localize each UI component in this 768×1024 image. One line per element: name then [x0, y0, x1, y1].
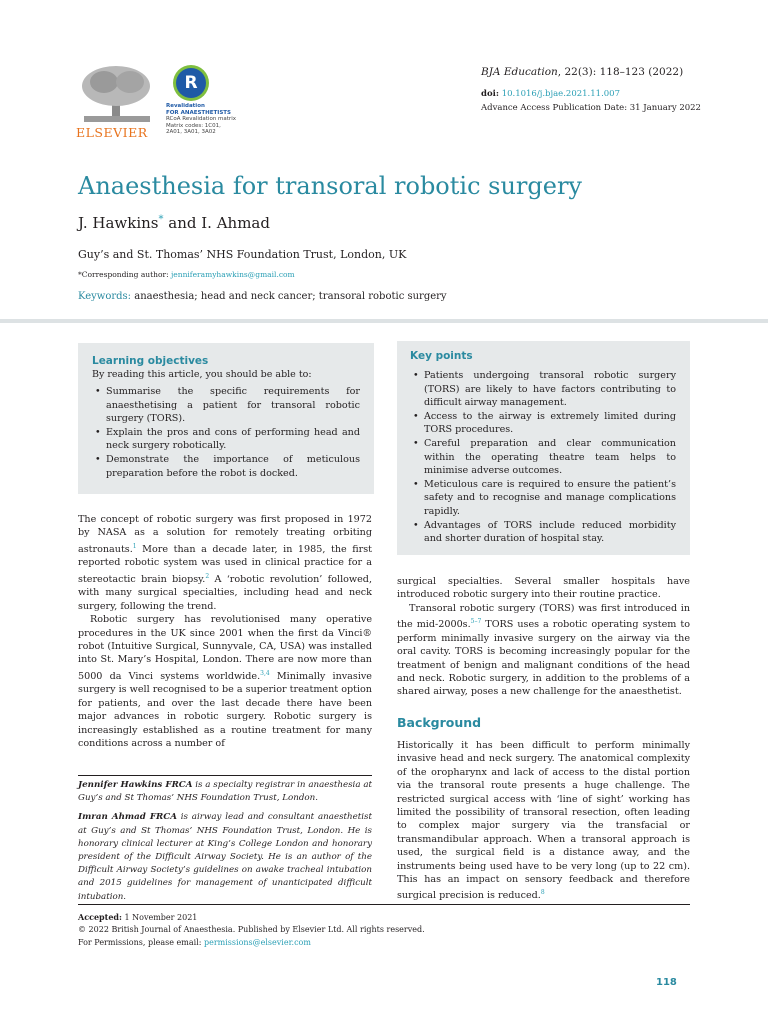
key-points-box — [397, 341, 690, 555]
paragraph: Transoral robotic surgery (TORS) was first introduced in the mid-2000s.$^{5-7}$ TORS uses a robotic operating system to perform minimally invasive surgery on the airway via the oral cavity. TORS is becoming increasingly popular for the treatment of benign and malignant conditions of the head and neck. Robotic surgery, in addition to the problems of a shared airway, poses a new challenge for the anaesthetist. — [397, 602, 691, 698]
list-item: • Advantages of TORS include reduced morbidity and shorter duration of hospital stay. — [410, 519, 676, 546]
author-bio: Imran Ahmad FRCA is airway lead and consultant anaesthetist at Guy’s and St Thomas’ NHS Foundation Trust, London. He is honorary clinical lecturer at King’s College London and honorary president of the Difficult Airway Society. He is an author of the Difficult Airway Society’s guidelines on awake tracheal intubation and 2015 guidelines for management of unanticipated difficult intubation. — [78, 812, 372, 902]
article-title: Anaesthesia for transoral robotic surgery — [78, 172, 582, 200]
citation-link[interactable]: 2 — [205, 572, 210, 580]
learning-objectives-title: Learning objectives — [92, 355, 209, 367]
citation-link[interactable]: 5–7 — [470, 618, 482, 626]
paragraph: Robotic surgery has revolutionised many operative procedures in the UK since 2001 when the first da Vinci® robot (Intuitive Surgical, Sunnyvale, CA, USA) was installed into St. Mary’s Hospital, London. There are now more than 5000 da Vinci systems worldwide.$^{3,4}$ Minimally invasive surgery is well recognised to be a superior treatment option for patients, and over the last decade there have been major advances in robotic surgery. Robotic surgery is increasingly established as a routine treatment for many conditions across a number of — [78, 614, 372, 750]
authors: J. Hawkins* and I. Ahmad — [78, 214, 270, 232]
elsevier-wordmark: ELSEVIER — [76, 125, 148, 140]
paragraph: The concept of robotic surgery was first proposed in 1972 by NASA as a solution for remotely treating orbiting astronauts.$^1$ More than a decade later, in 1985, the first reported robotic system was used in clinical practice for a stereotactic brain biopsy.$^2$ A ‘robotic revolution’ followed, with many surgical specialties, including head and neck surgery, following the trend. — [78, 514, 372, 612]
corresponding-author: *Corresponding author: jenniferamyhawkins@gmail.com — [78, 270, 295, 279]
doi: doi: 10.1016/j.bjae.2021.11.007 — [481, 89, 620, 99]
list-item: • Demonstrate the importance of meticulous preparation before the robot is docked. — [92, 453, 360, 480]
list-item: • Access to the airway is extremely limited during TORS procedures. — [410, 410, 676, 437]
author-bio: Jennifer Hawkins FRCA is a specialty registrar in anaesthesia at Guy’s and St Thomas’ NHS Foundation Trust, London. — [78, 780, 372, 804]
citation-link[interactable]: 1 — [132, 542, 137, 550]
learning-objectives-list — [92, 385, 360, 480]
key-points-list — [410, 369, 676, 546]
list-item: • Patients undergoing transoral robotic surgery (TORS) are likely to have factors contributing to difficult airway management. — [410, 369, 676, 410]
doi-link[interactable]: 10.1016/j.bjae.2021.11.007 — [501, 89, 620, 99]
citation-link[interactable]: 8 — [540, 889, 545, 897]
accepted-date: Accepted: 1 November 2021 — [78, 912, 198, 922]
background-section — [397, 739, 690, 903]
right-column-body — [397, 575, 690, 699]
list-item: • Explain the pros and cons of performing head and neck surgery robotically. — [92, 426, 360, 453]
learning-objectives-box — [78, 343, 374, 494]
keywords: Keywords: anaesthesia; head and neck cancer; transoral robotic surgery — [78, 291, 447, 302]
citation-link[interactable]: 3,4 — [260, 669, 270, 677]
list-item: • Meticulous care is required to ensure the patient’s safety and to recognise and manage complications rapidly. — [410, 478, 676, 519]
journal-citation: BJA Education, 22(3): 118–123 (2022) — [481, 66, 684, 78]
key-points-title: Key points — [410, 350, 473, 362]
bio-divider — [78, 775, 372, 776]
left-column-body — [78, 513, 372, 750]
list-item: • Careful preparation and clear communication within the operating theatre team helps to minimise adverse outcomes. — [410, 437, 676, 478]
paragraph: Historically it has been difficult to perform minimally invasive head and neck surgery. The anatomical complexity of the oropharynx and lack of access to the distal portion via the transoral route presents a huge challenge. The restricted surgical access with ‘line of sight’ working has limited the possibility of transoral resection, often leading to complex major surgery via the transfacial or transmandibular approach. When a transoral approach is used, the surgical field is a distance away, and the instruments being used have to be very long (up to 22 cm). This has an impact on sensory feedback and therefore surgical precision is reduced.$^8$ — [397, 740, 690, 902]
author-bios — [78, 779, 372, 910]
advance-access-date: Advance Access Publication Date: 31 January 2022 — [481, 103, 701, 113]
permissions: For Permissions, please email: permissions@elsevier.com — [78, 938, 311, 947]
footer-divider — [78, 904, 690, 905]
copyright: © 2022 British Journal of Anaesthesia. Published by Elsevier Ltd. All rights reserved. — [78, 925, 425, 934]
corresponding-email-link[interactable]: jenniferamyhawkins@gmail.com — [170, 270, 295, 279]
list-item: • Summarise the specific requirements for anaesthetising a patient for transoral robotic surgery (TORS). — [92, 385, 360, 426]
header-divider — [0, 319, 768, 323]
permissions-email-link[interactable]: permissions@elsevier.com — [203, 938, 311, 947]
affiliation: Guy’s and St. Thomas’ NHS Foundation Trust, London, UK — [78, 248, 407, 261]
paragraph: surgical specialties. Several smaller hospitals have introduced robotic surgery into their routine practice. — [397, 576, 690, 601]
corresponding-author-mark[interactable]: * — [158, 214, 164, 225]
background-heading: Background — [397, 715, 482, 730]
learning-objectives-intro: By reading this article, you should be able to: — [92, 369, 312, 380]
page-number: 118 — [656, 977, 677, 988]
